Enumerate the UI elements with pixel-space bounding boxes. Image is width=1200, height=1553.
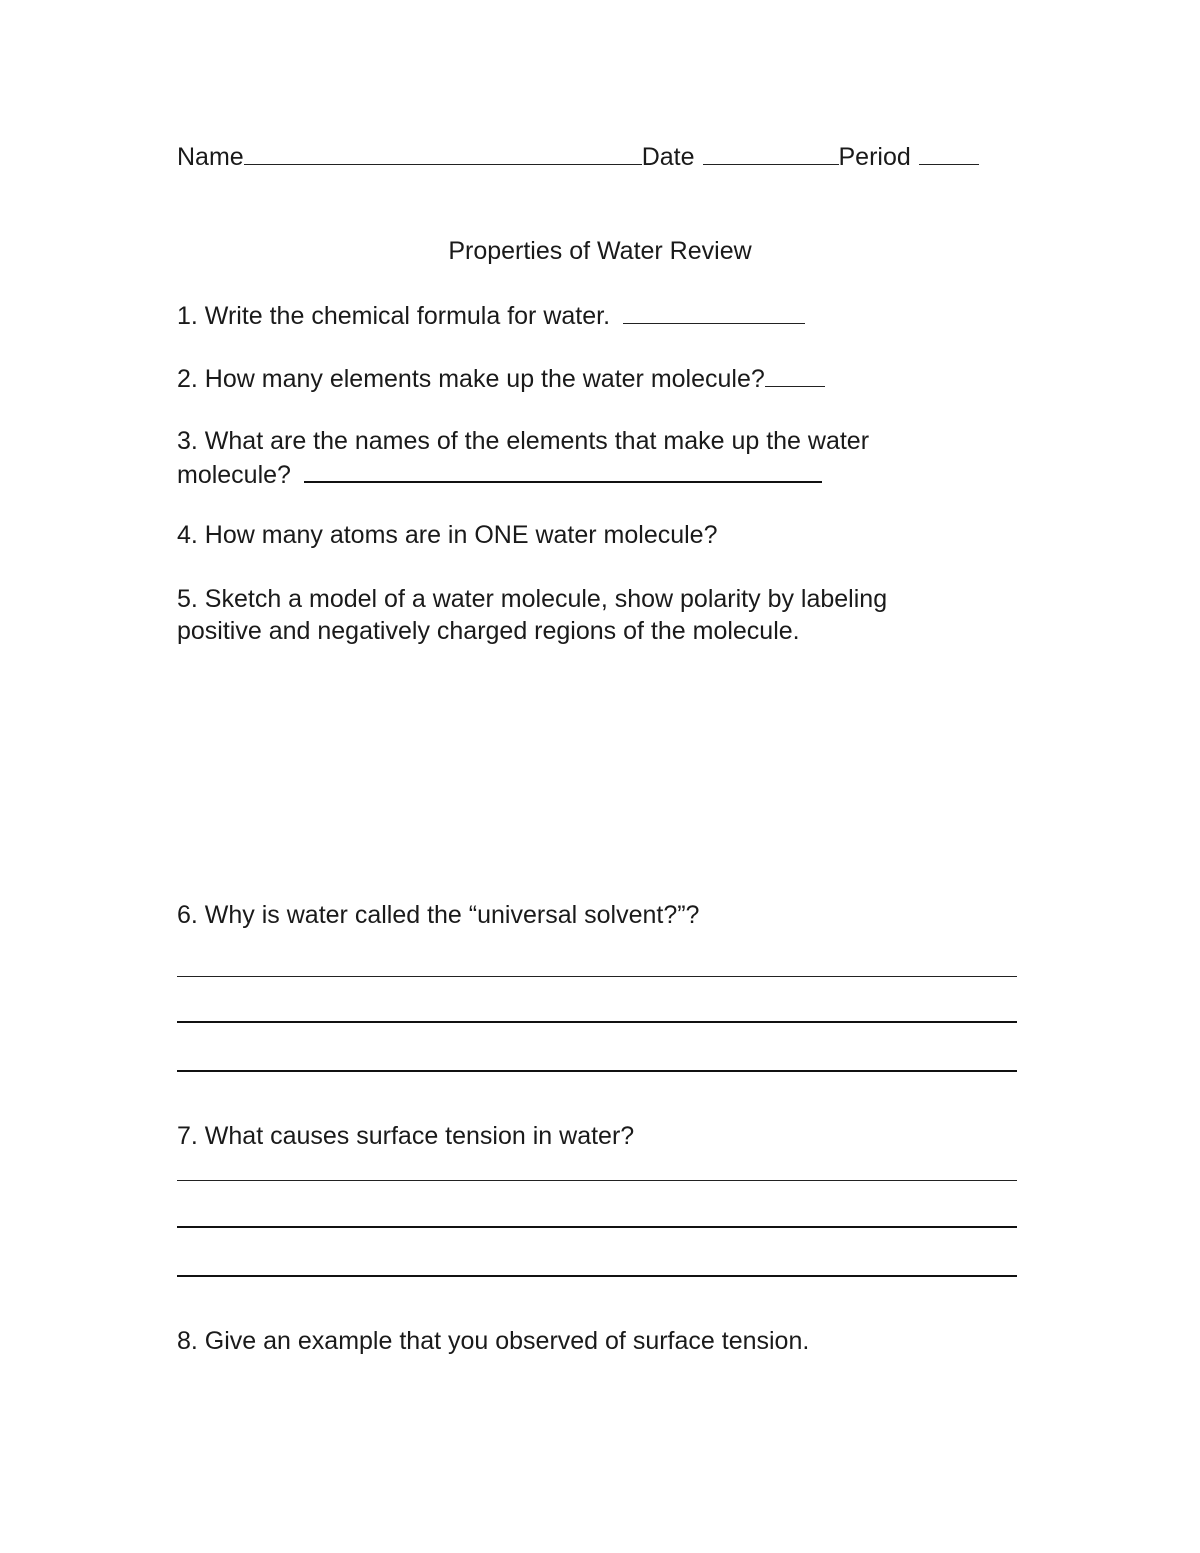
period-label: Period <box>838 143 911 171</box>
question-6-text: 6. Why is water called the “universal solvent?”? <box>177 901 700 929</box>
name-label: Name <box>177 143 244 171</box>
question-3-blank[interactable] <box>304 457 822 483</box>
question-2-text: 2. How many elements make up the water molecule? <box>177 365 765 393</box>
sketch-area[interactable] <box>177 660 1017 880</box>
question-5 <box>177 583 977 647</box>
question-4-text: 4. How many atoms are in ONE water molecule? <box>177 521 718 549</box>
question-6-answer-line-1[interactable] <box>177 976 1017 977</box>
date-label: Date <box>641 143 695 171</box>
question-1 <box>177 299 805 332</box>
question-7 <box>177 1120 634 1152</box>
question-8-text: 8. Give an example that you observed of surface tension. <box>177 1327 810 1355</box>
period-blank[interactable] <box>919 140 979 165</box>
question-3-text-line-1: 3. What are the names of the elements that make up the water <box>177 427 870 455</box>
question-6-answer-line-2[interactable] <box>177 1021 1017 1023</box>
date-blank[interactable] <box>703 140 839 165</box>
question-6-answer-line-3[interactable] <box>177 1070 1017 1072</box>
question-7-text: 7. What causes surface tension in water? <box>177 1122 635 1150</box>
question-1-text: 1. Write the chemical formula for water. <box>177 302 611 330</box>
question-7-answer-line-1[interactable] <box>177 1180 1017 1181</box>
question-5-text: 5. Sketch a model of a water molecule, show polarity by labeling positive and negatively charged regions of the molecule. <box>177 585 888 645</box>
question-2 <box>177 362 825 395</box>
question-3 <box>177 425 977 491</box>
question-1-blank[interactable] <box>623 299 805 324</box>
question-8 <box>177 1325 809 1357</box>
worksheet-title: Properties of Water Review <box>448 237 752 265</box>
name-blank[interactable] <box>244 140 642 165</box>
question-7-answer-line-2[interactable] <box>177 1226 1017 1228</box>
question-8-answer-area[interactable] <box>177 1370 1017 1520</box>
question-6 <box>177 899 699 931</box>
question-4 <box>177 519 718 551</box>
header-row <box>177 140 1007 173</box>
question-3-text-line-2: molecule? <box>177 461 291 489</box>
question-2-blank[interactable] <box>765 362 825 387</box>
question-7-answer-line-3[interactable] <box>177 1275 1017 1277</box>
